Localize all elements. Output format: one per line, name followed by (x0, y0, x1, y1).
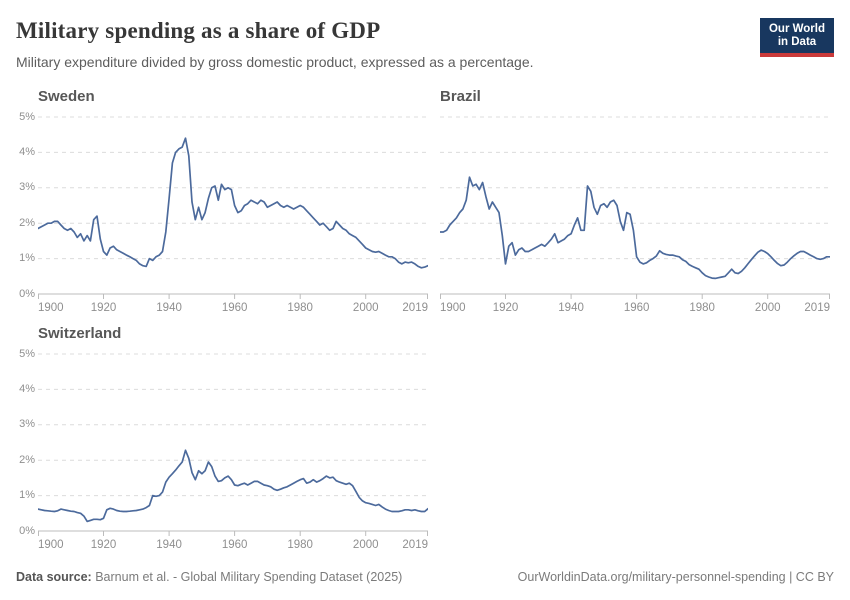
x-tick-label: 1940 (156, 302, 182, 314)
chart-panel-switzerland (16, 323, 428, 554)
header-text (16, 18, 534, 70)
x-tick-label: 1900 (38, 539, 64, 551)
y-tick-label: 5% (19, 110, 35, 123)
y-tick-label: 1% (19, 489, 35, 502)
y-axis-labels (16, 110, 38, 301)
data-source-label: Data source: (16, 570, 92, 584)
x-tick-label: 1920 (90, 539, 117, 551)
x-tick-label: 1980 (689, 302, 715, 314)
small-multiples-grid (16, 86, 834, 554)
chart-title: Brazil (440, 88, 481, 105)
x-tick-label: 2000 (352, 302, 379, 314)
y-tick-label: 3% (19, 418, 35, 431)
owid-logo-line2: in Data (777, 36, 817, 48)
y-tick-label: 1% (19, 252, 35, 265)
x-tick-label: 1920 (90, 302, 117, 314)
empty-grid-cell (440, 323, 830, 554)
series-line (38, 138, 428, 268)
x-tick-label: 2000 (754, 302, 781, 314)
chart-title: Sweden (38, 88, 95, 105)
series-line (38, 450, 428, 521)
x-tick-label: 2019 (402, 302, 428, 314)
footer (16, 570, 834, 584)
chart-panel-brazil (440, 86, 830, 317)
data-source-link[interactable]: Barnum et al. - Global Military Spending Dataset (2025) (95, 570, 403, 584)
x-tick-label: 1980 (287, 539, 313, 551)
y-tick-label: 4% (19, 382, 35, 395)
x-axis-labels (38, 301, 428, 317)
x-tick-label: 1900 (38, 302, 64, 314)
page-subtitle: Military expenditure divided by gross domestic product, expressed as a percentage. (16, 54, 534, 70)
y-tick-label: 0% (19, 287, 35, 300)
y-tick-label: 2% (19, 216, 35, 229)
x-tick-label: 1920 (492, 302, 519, 314)
x-tick-label: 1960 (221, 302, 248, 314)
y-tick-label: 3% (19, 181, 35, 194)
owid-logo[interactable] (760, 18, 834, 57)
page-title: Military spending as a share of GDP (16, 18, 381, 43)
x-tick-label: 1980 (287, 302, 313, 314)
x-tick-label: 2000 (352, 539, 379, 551)
x-tick-label: 2019 (804, 302, 830, 314)
header (16, 18, 834, 86)
attribution-link[interactable]: OurWorldinData.org/military-personnel-spending | CC BY (517, 570, 834, 584)
x-tick-label: 1940 (156, 539, 182, 551)
x-axis-labels (440, 301, 830, 317)
y-tick-label: 4% (19, 145, 35, 158)
line-chart-brazil (440, 113, 830, 301)
y-tick-label: 2% (19, 453, 35, 466)
x-tick-label: 2019 (402, 539, 428, 551)
series-line (440, 177, 830, 278)
y-axis-labels (16, 347, 38, 538)
x-tick-label: 1960 (221, 539, 248, 551)
chart-panel-sweden (16, 86, 428, 317)
y-tick-label: 0% (19, 524, 35, 537)
owid-logo-line1: Our World (768, 23, 825, 35)
line-chart-sweden (38, 113, 428, 301)
x-tick-label: 1900 (440, 302, 466, 314)
x-tick-label: 1940 (558, 302, 584, 314)
x-axis-labels (38, 538, 428, 554)
y-tick-label: 5% (19, 347, 35, 360)
chart-title: Switzerland (38, 325, 122, 342)
line-chart-switzerland (38, 350, 428, 538)
data-source (16, 570, 402, 584)
x-tick-label: 1960 (623, 302, 650, 314)
